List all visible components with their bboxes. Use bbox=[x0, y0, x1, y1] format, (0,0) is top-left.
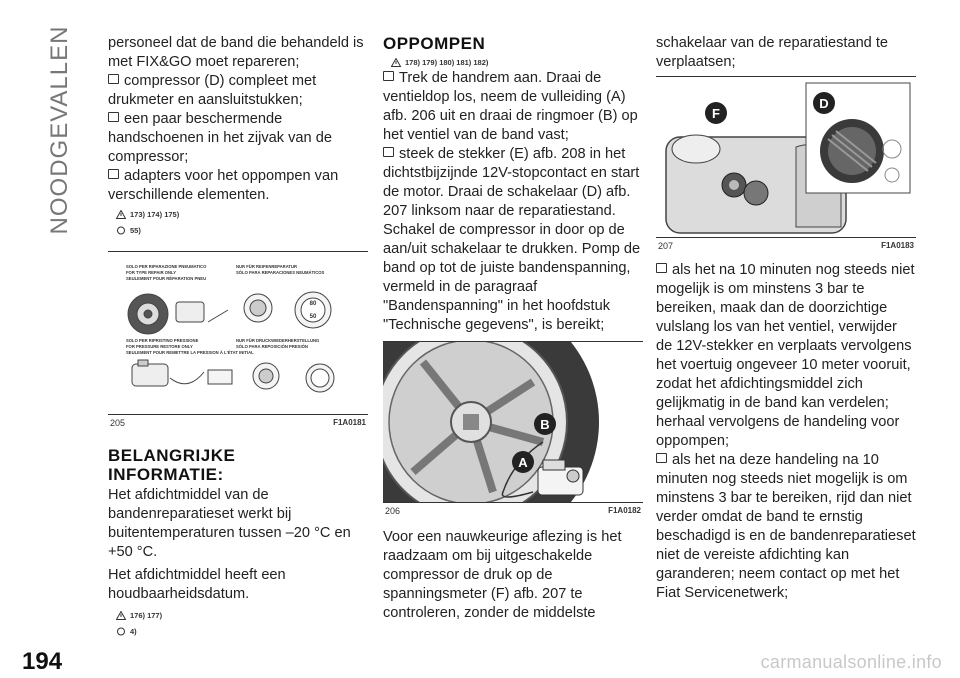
callout-d: D bbox=[819, 96, 829, 111]
bullet-item: Trek de handrem aan. Draai de ventieldop los, neem de vulleiding (A) afb. 206 uit en draai de ringmoer (B) op het ventiel van de band vast; bbox=[383, 70, 638, 143]
chapter-title-text: NOODGEVALLEN bbox=[46, 25, 73, 235]
note-reference: 55) bbox=[116, 223, 368, 237]
paragraph-continuation: schakelaar van de reparatiestand te verplaatsen; bbox=[656, 35, 889, 70]
bullet-box-icon bbox=[656, 263, 667, 273]
note-hand-icon bbox=[116, 627, 126, 636]
note-reference: 4) bbox=[116, 624, 368, 638]
figure-number: 207 bbox=[658, 241, 674, 251]
label-en-repair: FOR TYPE REPAIR ONLY bbox=[126, 270, 177, 275]
figure-205 bbox=[108, 251, 368, 415]
figure-207 bbox=[656, 76, 916, 238]
label-fr-repair: SEULEMENT POUR RÉPARATION PNEU bbox=[126, 276, 207, 281]
label-es-pressure: SÓLO PARA REPOSICIÓN PRESIÓN bbox=[236, 344, 308, 349]
bullet-box-icon bbox=[383, 71, 394, 81]
warning-reference: 178) 179) 180) 181) 182) bbox=[391, 55, 643, 69]
column-1 bbox=[108, 34, 368, 638]
label-es-repair: SÓLO PARA REPARACIONES NEUMÁTICOS bbox=[236, 270, 325, 275]
gauge-value-bottom: 50 bbox=[309, 314, 317, 320]
bullet-item: steek de stekker (E) afb. 208 in het dichtstbijzijnde 12V-stopcontact en start de motor. Draai de schakelaar (D) afb. 207 linksom naar de reparatiestand. Schakel de compressor in door op de aan/uit schakelaar te drukken. Pomp de band op tot de juiste bandenspanning, vermeld in de paragraaf "Bandenspanning" in het hoofdstuk "Technische gegevens", is bereikt; bbox=[383, 146, 641, 333]
page-number: 194 bbox=[22, 648, 63, 675]
bullet-item: compressor (D) compleet met drukmeter en aansluitstukken; bbox=[108, 73, 317, 108]
bullet-item: adapters voor het oppompen van verschillende elementen. bbox=[108, 168, 339, 203]
warning-reference: 176) 177) bbox=[116, 608, 368, 622]
warning-triangle-icon bbox=[391, 58, 401, 67]
label-it-pressure: SOLO PER RIPRISTINO PRESSIONE bbox=[126, 338, 199, 343]
section-heading-inflate: OPPOMPEN bbox=[383, 34, 486, 53]
figure-207-caption bbox=[656, 238, 916, 251]
intro-text: personeel dat de band die behandeld is met FIX&GO moet repareren; bbox=[108, 35, 364, 70]
repair-kit-label-illustration bbox=[108, 252, 368, 414]
label-en-pressure: FOR PRESSURE RESTORE ONLY bbox=[126, 344, 193, 349]
figure-number: 206 bbox=[385, 506, 401, 516]
column-2 bbox=[383, 34, 643, 623]
watermark: carmanualsonline.info bbox=[760, 652, 942, 672]
bullet-item: als het na 10 minuten nog steeds niet mogelijk is om minstens 3 bar te bereiken, maak dan de doorzichtige vulslang los van het ventiel, verwijder de 12V-stekker en verplaats vervolgens het voertuig ongeveer 10 meter vooruit, zodat het afdichtingsmiddel zich gelijkmatig in de band kan verdelen; herhaal vervolgens de handeling voor oppompen; bbox=[656, 262, 915, 449]
tyre-valve-illustration bbox=[383, 342, 643, 502]
side-chapter-title bbox=[40, 25, 80, 235]
label-fr-pressure: SEULEMENT POUR REMETTRE LA PRESSION À L'ÉTAT INITIAL bbox=[126, 350, 254, 355]
bullet-box-icon bbox=[383, 147, 394, 157]
bullet-box-icon bbox=[108, 112, 119, 122]
figure-code: F1A0183 bbox=[881, 241, 914, 250]
figure-205-caption bbox=[108, 415, 368, 428]
bullet-item: een paar beschermende handschoenen in het zijvak van de compressor; bbox=[108, 111, 332, 165]
bullet-box-icon bbox=[656, 453, 667, 463]
paragraph-temperature: Het afdichtmiddel van de bandenreparatieset werkt bij buitentemperaturen tussen –20 °C en +50 °C. bbox=[108, 487, 351, 560]
note-hand-icon bbox=[116, 226, 126, 235]
bullet-box-icon bbox=[108, 74, 119, 84]
figure-206 bbox=[383, 341, 643, 503]
figure-code: F1A0182 bbox=[608, 506, 641, 515]
column-3 bbox=[656, 34, 916, 603]
callout-b: B bbox=[540, 417, 550, 432]
gauge-value-top: 80 bbox=[309, 301, 317, 307]
paragraph-expiry: Het afdichtmiddel heeft een houdbaarheidsdatum. bbox=[108, 567, 286, 602]
section-heading-important: BELANGRIJKE INFORMATIE: bbox=[108, 446, 236, 484]
callout-a: A bbox=[518, 455, 528, 470]
bullet-item: als het na deze handeling na 10 minuten nog steeds niet mogelijk is om minstens 3 bar te bereiken, rijd dan niet verder omdat de band te ernstig beschadigd is en de bandenreparatieset niet de vereiste afdichting kan garanderen; neem contact op met het Fiat Servicenetwerk; bbox=[656, 452, 916, 601]
callout-f: F bbox=[712, 106, 720, 121]
warning-triangle-icon bbox=[116, 611, 126, 620]
warning-triangle-icon bbox=[116, 210, 126, 219]
label-de-pressure: NUR FÜR DRUCKWIEDERHERSTELLUNG bbox=[236, 338, 320, 343]
label-it-repair: SOLO PER RIPARAZIONE PNEUMATICO bbox=[126, 264, 207, 269]
compressor-gauge-illustration bbox=[656, 77, 916, 237]
bullet-box-icon bbox=[108, 169, 119, 179]
figure-code: F1A0181 bbox=[333, 418, 366, 427]
figure-number: 205 bbox=[110, 418, 126, 428]
paragraph-reading: Voor een nauwkeurige aflezing is het raadzaam om bij uitgeschakelde compressor de druk op de spanningsmeter (F) afb. 207 te controleren, zonder de middelste bbox=[383, 529, 622, 621]
warning-reference: 173) 174) 175) bbox=[116, 207, 368, 221]
figure-206-caption bbox=[383, 503, 643, 516]
label-de-repair: NUR FÜR REIFENREPARATUR bbox=[236, 264, 298, 269]
